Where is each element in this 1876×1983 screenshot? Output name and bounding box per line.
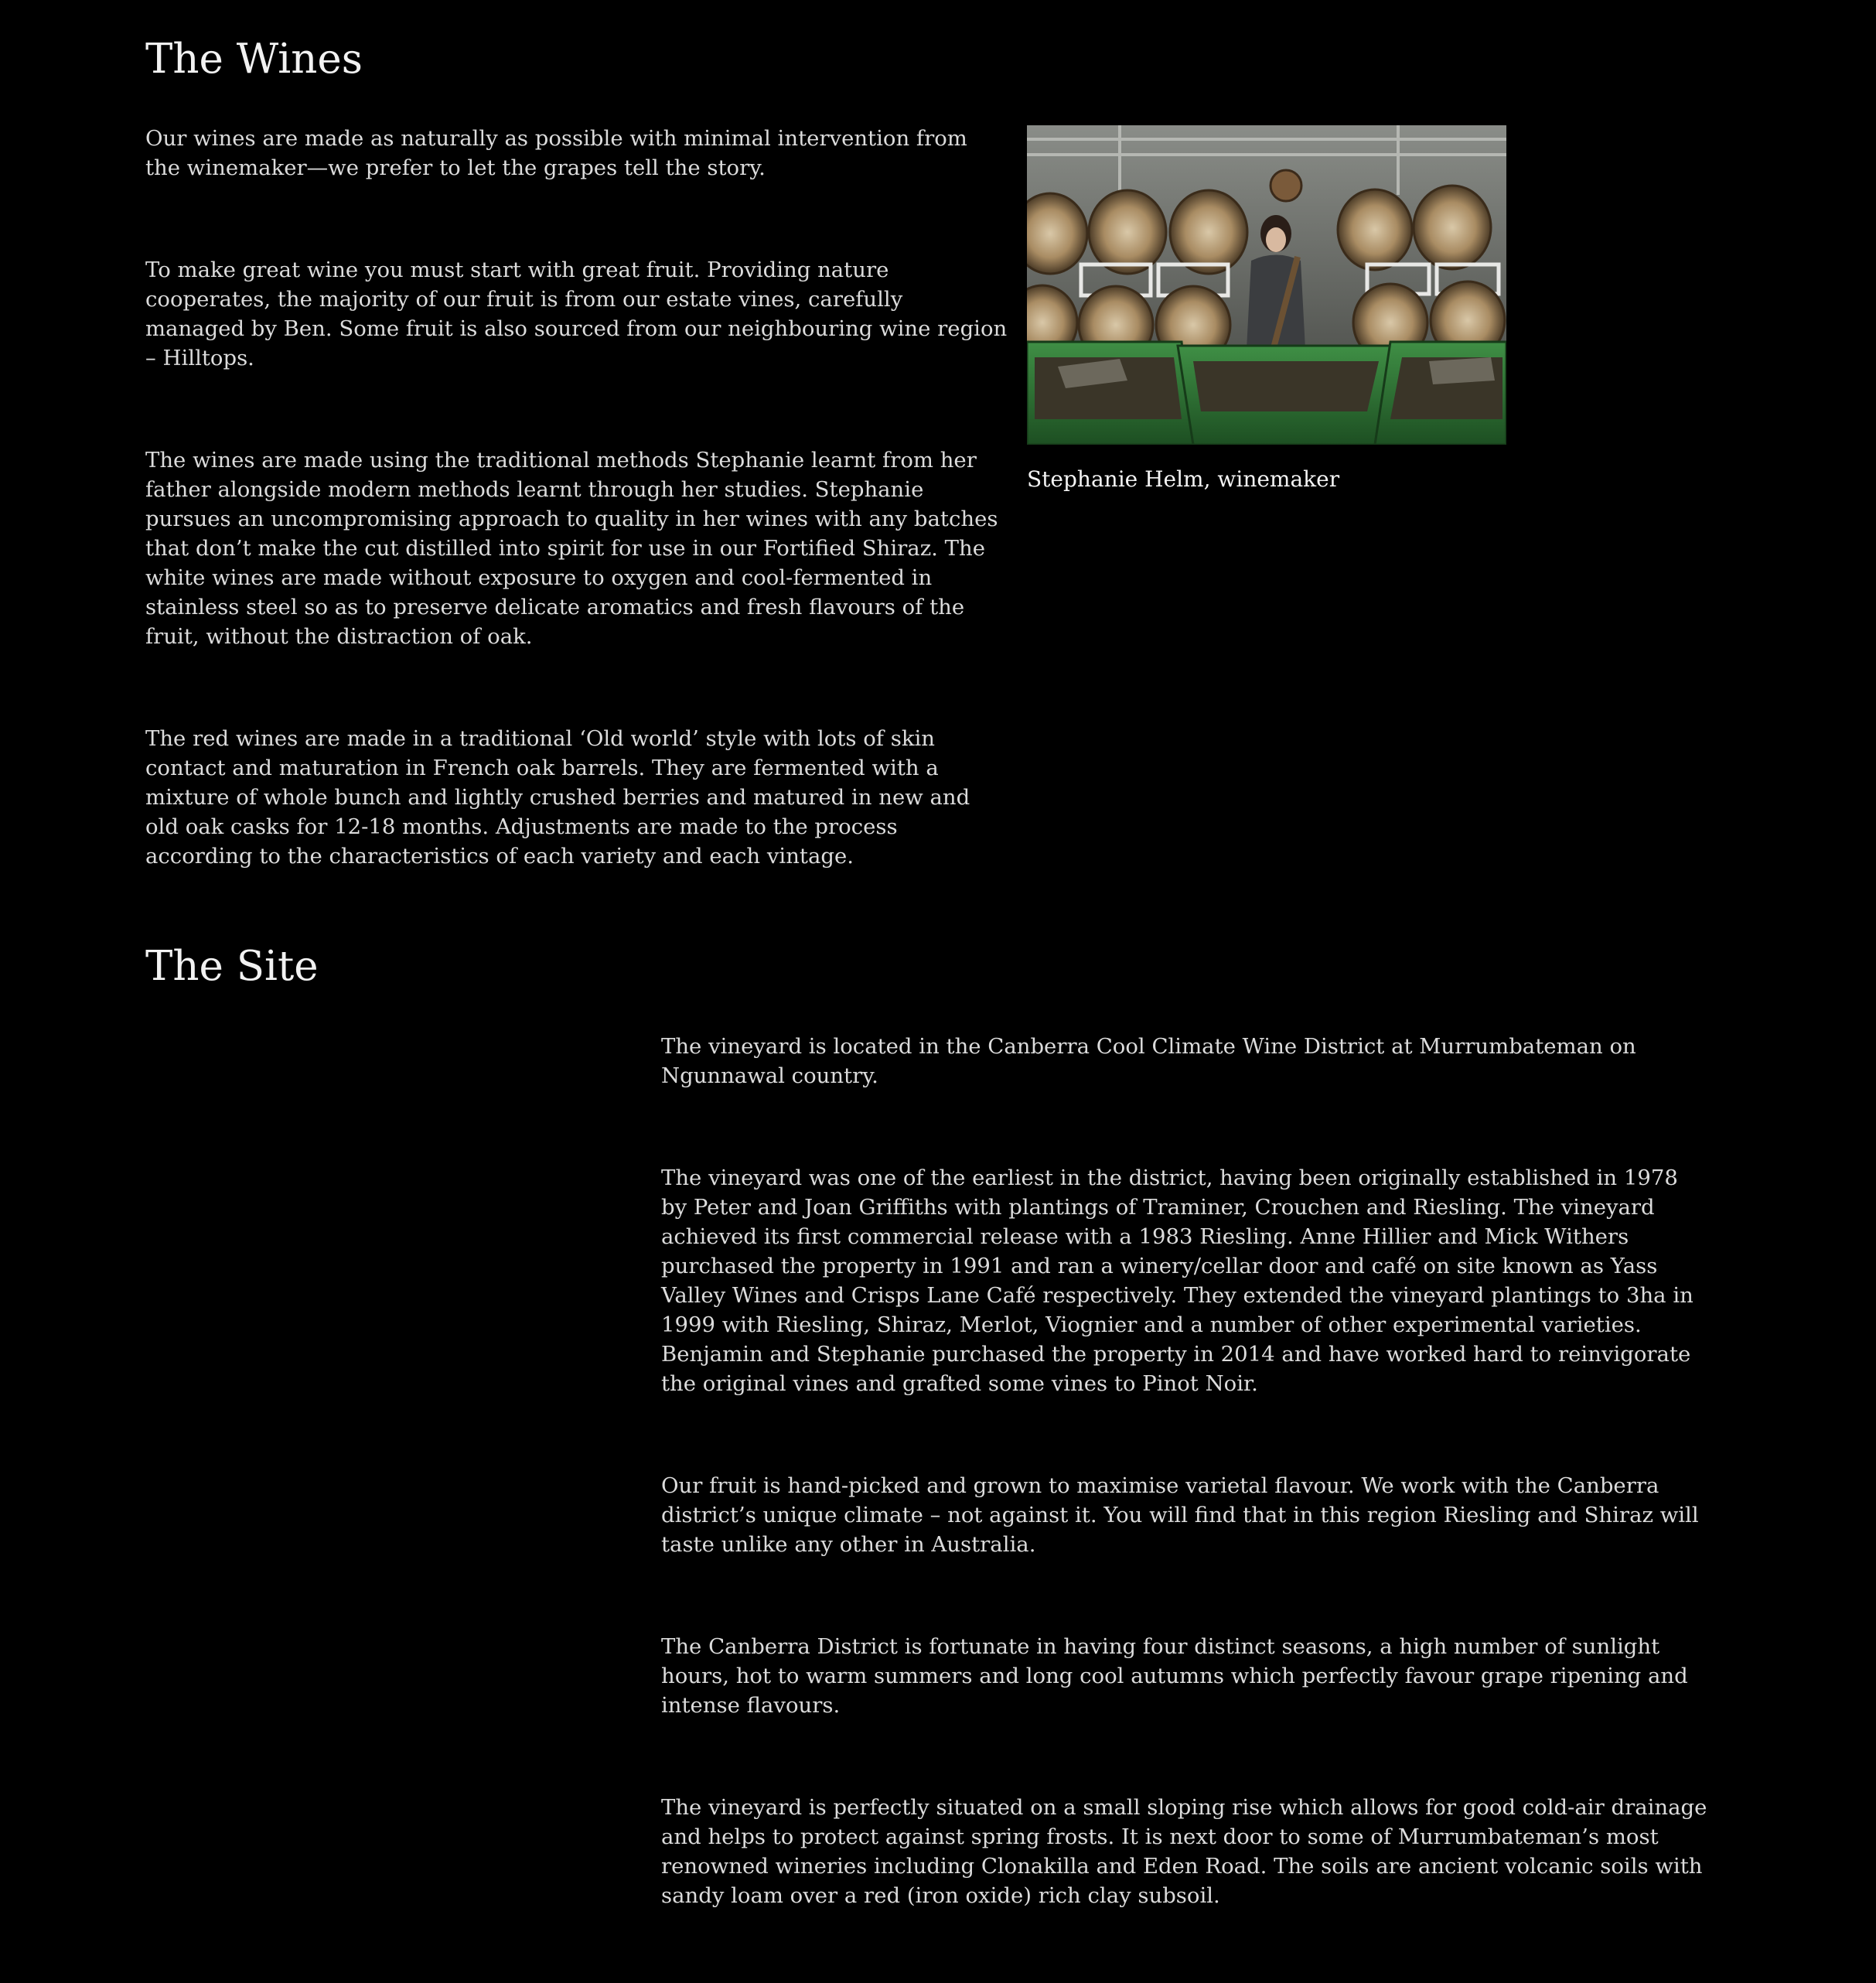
wines-paragraph: Our wines are made as naturally as possible with minimal intervention from the winemaker—we prefer to let the grapes tell the story. [145, 126, 967, 180]
site-section-title: The Site [145, 943, 319, 990]
wines-paragraph: The red wines are made in a traditional ‘Old world’ style with lots of skin contact and maturation in French oak barrels. They are fermented with a mixture of whole bunch and lightly crushed berries and matured in new and old oak casks for 12-18 months. Adjustments are made to the process according to the characteristics of each variety and each vintage. [145, 726, 970, 869]
wines-text-column [145, 124, 1008, 944]
site-paragraph: The vineyard is located in the Canberra Cool Climate Wine District at Murrumbateman on Ngunnawal country. [661, 1034, 1636, 1088]
site-paragraph: Our fruit is hand-picked and grown to maximise varietal flavour. We work with the Canberra district’s unique climate – not against it. You will find that in this region Riesling and Shiraz will taste unlike any other in Australia. [661, 1473, 1699, 1557]
wines-paragraph: To make great wine you must start with great fruit. Providing nature cooperates, the majority of our fruit is from our estate vines, carefully managed by Ben. Some fruit is also sourced from our neighbouring wine region – Hilltops. [145, 258, 1008, 370]
site-paragraph: The Canberra District is fortunate in having four distinct seasons, a high number of sunlight hours, hot to warm summers and long cool autumns which perfectly favour grape ripening and intense flavours. [661, 1634, 1688, 1718]
site-paragraph: The vineyard is perfectly situated on a small sloping rise which allows for good cold-air drainage and helps to protect against spring frosts. It is next door to some of Murrumbateman’s most renowned wineries including Clonakilla and Eden Road. The soils are ancient volcanic soils with sandy loam over a red (iron oxide) rich clay subsoil. [661, 1795, 1707, 1908]
winery-barrels-photo-icon [1027, 125, 1506, 445]
wines-section-title: The Wines [145, 36, 363, 83]
photo-caption: Stephanie Helm, winemaker [1027, 466, 1340, 492]
winemaker-photo [1027, 125, 1506, 445]
wines-paragraph: The wines are made using the traditional methods Stephanie learnt from her father alongside modern methods learnt through her studies. Stephanie pursues an uncompromising approach to quality in her wines with any batches that don’t make the cut distilled into spirit for use in our Fortified Shiraz. The white wines are made without exposure to oxygen and cool-fermented in stainless steel so as to preserve delicate aromatics and fresh flavours of the fruit, without the distraction of oak. [145, 448, 998, 649]
site-paragraph: The vineyard was one of the earliest in the district, having been originally established in 1978 by Peter and Joan Griffiths with plantings of Traminer, Crouchen and Riesling. The vineyard achieved its first commercial release with a 1983 Riesling. Anne Hillier and Mick Withers purchased the property in 1991 and ran a winery/cellar door and café on site known as Yass Valley Wines and Crisps Lane Café respectively. They extended the vineyard plantings to 3ha in 1999 with Riesling, Shiraz, Merlot, Viognier and a number of other experimental varieties. Benjamin and Stephanie purchased the property in 2014 and have worked hard to reinvigorate the original vines and grafted some vines to Pinot Noir. [661, 1166, 1694, 1396]
site-text-column [661, 1032, 1709, 1983]
